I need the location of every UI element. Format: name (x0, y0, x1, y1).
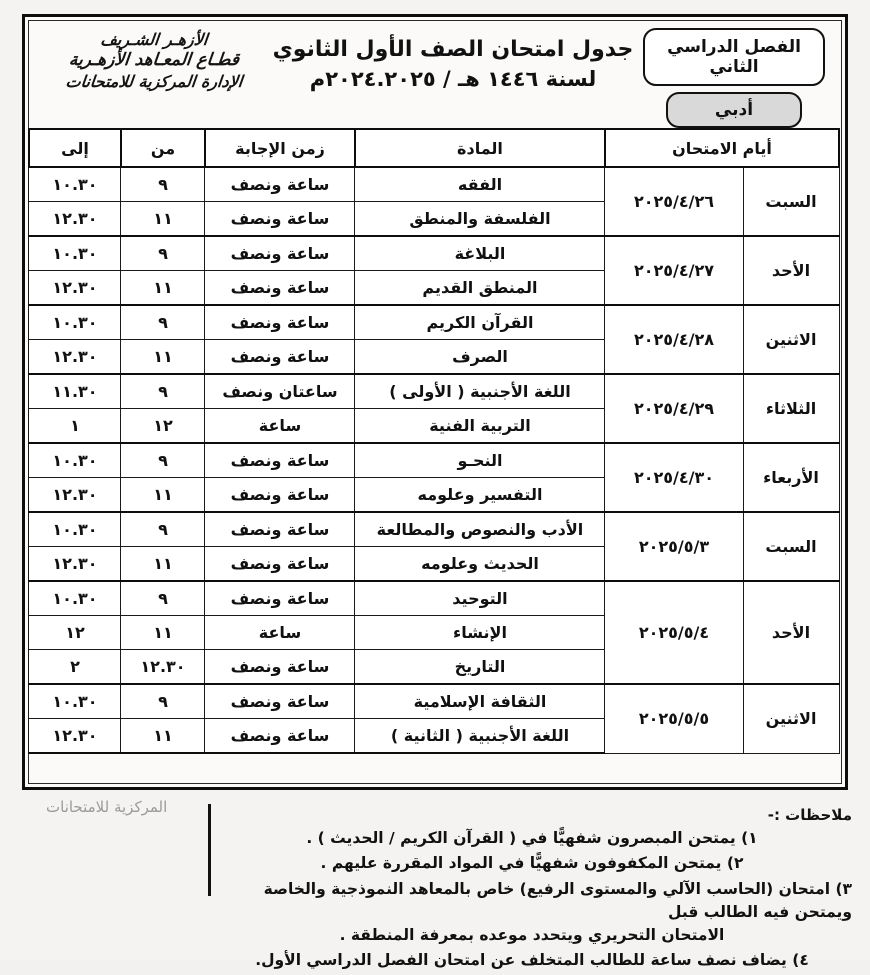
end-time-cell: ٢ (29, 650, 121, 685)
exam-date-cell: ٢٠٢٥/٤/٢٨ (605, 305, 743, 374)
duration-cell: ساعة ونصف (205, 581, 355, 616)
exam-day-cell: الاثنين (743, 684, 839, 753)
exam-day-cell: الأحد (743, 236, 839, 305)
end-time-cell: ١٢.٣٠ (29, 340, 121, 375)
exam-date-cell: ٢٠٢٥/٤/٣٠ (605, 443, 743, 512)
subject-cell: الثقافة الإسلامية (355, 684, 605, 719)
end-time-cell: ١٢.٣٠ (29, 271, 121, 306)
end-time-cell: ١٢ (29, 616, 121, 650)
track-badge: أدبي (666, 92, 802, 128)
end-time-cell: ١٠.٣٠ (29, 684, 121, 719)
term-badge: الفصل الدراسي الثاني (643, 28, 825, 86)
table-header-row (29, 129, 839, 167)
start-time-cell: ٩ (121, 167, 205, 202)
duration-cell: ساعتان ونصف (205, 374, 355, 409)
schedule-table-wrapper (30, 128, 840, 754)
page-title (270, 26, 636, 93)
table-row (29, 684, 839, 719)
start-time-cell: ١٢.٣٠ (121, 650, 205, 685)
watermark-text: المركزية للامتحانات (46, 798, 168, 816)
start-time-cell: ١١ (121, 202, 205, 237)
duration-cell: ساعة ونصف (205, 305, 355, 340)
subject-cell: التاريخ (355, 650, 605, 685)
column-header-subject: المادة (355, 129, 605, 167)
title-main: جدول امتحان الصف الأول الثانوي (272, 37, 634, 62)
duration-cell: ساعة ونصف (205, 167, 355, 202)
start-time-cell: ١٢ (121, 409, 205, 444)
subject-cell: اللغة الأجنبية ( الأولى ) (355, 374, 605, 409)
subject-cell: الفقه (355, 167, 605, 202)
subject-cell: المنطق القديم (355, 271, 605, 306)
exam-date-cell: ٢٠٢٥/٥/٣ (605, 512, 743, 581)
note-item: ٢) يمتحن المكفوفون شفهيًّا في المواد المقررة عليهم . (320, 854, 744, 873)
duration-cell: ساعة ونصف (205, 236, 355, 271)
end-time-cell: ١٢.٣٠ (29, 719, 121, 754)
subject-cell: اللغة الأجنبية ( الثانية ) (355, 719, 605, 754)
badge-column (636, 26, 832, 128)
start-time-cell: ١١ (121, 271, 205, 306)
note-item: ١) يمتحن المبصرون شفهيًّا في ( القرآن الكريم / الحديث ) . (306, 829, 758, 847)
subject-cell: القرآن الكريم (355, 305, 605, 340)
start-time-cell: ١١ (121, 547, 205, 582)
duration-cell: ساعة ونصف (205, 512, 355, 547)
end-time-cell: ١٢.٣٠ (29, 478, 121, 513)
notes-vertical-rule (208, 804, 211, 896)
duration-cell: ساعة ونصف (205, 719, 355, 754)
table-row (29, 443, 839, 478)
start-time-cell: ١١ (121, 340, 205, 375)
exam-date-cell: ٢٠٢٥/٥/٤ (605, 581, 743, 684)
end-time-cell: ١١.٣٠ (29, 374, 121, 409)
notes-section (212, 806, 852, 975)
exam-day-cell: الثلاثاء (743, 374, 839, 443)
duration-cell: ساعة (205, 616, 355, 650)
duration-cell: ساعة ونصف (205, 202, 355, 237)
table-row (29, 305, 839, 340)
start-time-cell: ٩ (121, 374, 205, 409)
exam-day-cell: السبت (743, 512, 839, 581)
start-time-cell: ١١ (121, 616, 205, 650)
subject-cell: الحديث وعلومه (355, 547, 605, 582)
subject-cell: الصرف (355, 340, 605, 375)
title-subtitle: لسنة ١٤٤٦ هـ / ٢٠٢٤.٢٠٢٥م (309, 66, 597, 91)
table-row (29, 581, 839, 616)
end-time-cell: ١ (29, 409, 121, 444)
duration-cell: ساعة ونصف (205, 271, 355, 306)
azhar-logo-block (38, 26, 270, 92)
subject-cell: البلاغة (355, 236, 605, 271)
logo-line-1: الأزهـر الشـريف (99, 30, 209, 49)
logo-line-2: قطـاع المعـاهد الأزهـرية (68, 50, 241, 71)
end-time-cell: ١٢.٣٠ (29, 202, 121, 237)
subject-cell: النحـو (355, 443, 605, 478)
start-time-cell: ٩ (121, 512, 205, 547)
note-item: ٤) يضاف نصف ساعة للطالب المتخلف عن امتحان الفصل الدراسي الأول. (255, 951, 809, 970)
start-time-cell: ٩ (121, 443, 205, 478)
note-line: ٣) امتحان (الحاسب الآلي والمستوى الرفيع) خاص بالمعاهد النموذجية والخاصة ويمتحن فيه الطالب قبل (263, 879, 852, 921)
start-time-cell: ٩ (121, 581, 205, 616)
document-header (28, 20, 842, 120)
exam-date-cell: ٢٠٢٥/٤/٢٩ (605, 374, 743, 443)
exam-day-cell: الأحد (743, 581, 839, 684)
schedule-table (28, 128, 840, 754)
end-time-cell: ١٠.٣٠ (29, 581, 121, 616)
exam-date-cell: ٢٠٢٥/٥/٥ (605, 684, 743, 753)
end-time-cell: ١٠.٣٠ (29, 167, 121, 202)
end-time-cell: ١٢.٣٠ (29, 547, 121, 582)
exam-day-cell: السبت (743, 167, 839, 236)
note-line-continued: الامتحان التحريري ويتحدد موعده بمعرفة المنطقة . (339, 926, 725, 944)
end-time-cell: ١٠.٣٠ (29, 443, 121, 478)
start-time-cell: ١١ (121, 719, 205, 754)
column-header-day: أيام الامتحان (605, 129, 839, 167)
start-time-cell: ٩ (121, 305, 205, 340)
start-time-cell: ٩ (121, 236, 205, 271)
table-row (29, 167, 839, 202)
start-time-cell: ١١ (121, 478, 205, 513)
column-header-to: إلى (29, 129, 121, 167)
logo-line-3: الإدارة المركزية للامتحانات (64, 71, 244, 91)
subject-cell: التربية الفنية (355, 409, 605, 444)
subject-cell: التفسير وعلومه (355, 478, 605, 513)
column-header-from: من (121, 129, 205, 167)
table-row (29, 236, 839, 271)
table-body (29, 167, 839, 753)
table-head (29, 129, 839, 167)
exam-date-cell: ٢٠٢٥/٤/٢٧ (605, 236, 743, 305)
subject-cell: التوحيد (355, 581, 605, 616)
duration-cell: ساعة ونصف (205, 547, 355, 582)
end-time-cell: ١٠.٣٠ (29, 512, 121, 547)
exam-day-cell: الاثنين (743, 305, 839, 374)
duration-cell: ساعة ونصف (205, 650, 355, 685)
column-header-duration: زمن الإجابة (205, 129, 355, 167)
table-row (29, 512, 839, 547)
subject-cell: الفلسفة والمنطق (355, 202, 605, 237)
exam-day-cell: الأربعاء (743, 443, 839, 512)
notes-title: ملاحظات :- (767, 806, 852, 824)
duration-cell: ساعة ونصف (205, 340, 355, 375)
duration-cell: ساعة ونصف (205, 684, 355, 719)
end-time-cell: ١٠.٣٠ (29, 236, 121, 271)
table-row (29, 374, 839, 409)
subject-cell: الأدب والنصوص والمطالعة (355, 512, 605, 547)
subject-cell: الإنشاء (355, 616, 605, 650)
exam-date-cell: ٢٠٢٥/٤/٢٦ (605, 167, 743, 236)
duration-cell: ساعة ونصف (205, 478, 355, 513)
end-time-cell: ١٠.٣٠ (29, 305, 121, 340)
duration-cell: ساعة (205, 409, 355, 444)
start-time-cell: ٩ (121, 684, 205, 719)
duration-cell: ساعة ونصف (205, 443, 355, 478)
note-item (212, 878, 852, 948)
